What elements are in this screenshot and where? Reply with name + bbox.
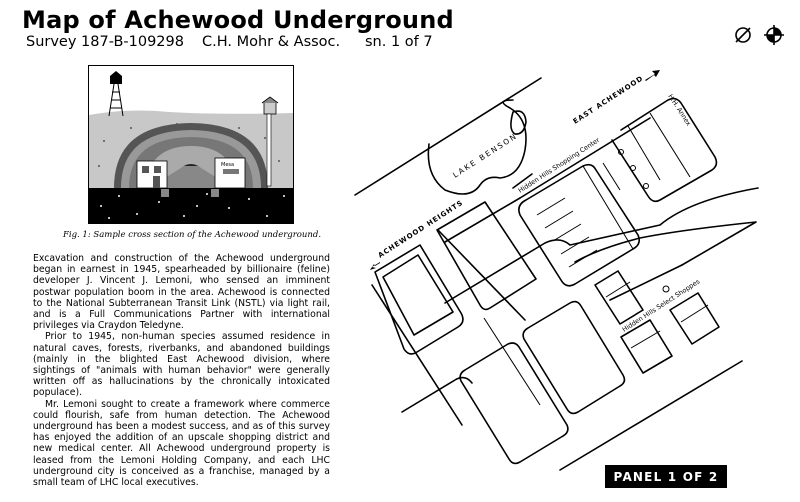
annex-label: H.H. Annex bbox=[666, 92, 693, 128]
figure-caption: Fig. 1: Sample cross section of the Achewood underground. bbox=[62, 230, 322, 240]
lake-benson-label: LAKE BENSON bbox=[451, 131, 520, 180]
shopping-center-label: Hidden Hills Shopping Center bbox=[516, 136, 602, 195]
east-achewood-label: EAST ACHEWOOD bbox=[571, 74, 645, 126]
underground-map bbox=[340, 40, 800, 480]
cross-section-figure bbox=[88, 65, 294, 224]
select-shoppes-label: Hidden Hills Select Shoppes bbox=[620, 277, 702, 334]
west-arrow-icon bbox=[370, 262, 380, 270]
east-arrow-icon bbox=[645, 70, 660, 81]
cross-section-illustration bbox=[89, 66, 293, 223]
sheet-number: sn. 1 of 7 bbox=[365, 34, 433, 50]
shop-sign: Mesa bbox=[221, 162, 235, 168]
page-title: Map of Achewood Underground bbox=[22, 6, 454, 34]
lake-benson-shore bbox=[428, 100, 526, 194]
firm-name: C.H. Mohr & Assoc. bbox=[202, 34, 341, 50]
survey-number: Survey 187-B-109298 bbox=[26, 34, 184, 50]
description-text bbox=[33, 253, 330, 488]
paragraph-2: Prior to 1945, non-human species assumed residence in natural caves, forests, riverbanks, and abandoned buildings (mainly in the blighted East Achewood division, where sightings of "animals with human behavior" were generally written off as hallucinations by the chronically intoxicated populace). bbox=[33, 331, 330, 399]
paragraph-1: Excavation and construction of the Achewood underground began in earnest in 1945, spearheaded by billionaire (feline) developer J. Vincent J. Lemoni, who sensed an imminent postwar population boom in the area. Achewood is connected to the National Subterranean Transit Link (NSTL) via light rail, and is a Full Communications Partner with international privileges via Craydon Teledyne. bbox=[33, 253, 330, 332]
panel-indicator: PANEL 1 OF 2 bbox=[605, 465, 727, 488]
achewood-heights-label: ACHEWOOD HEIGHTS bbox=[376, 198, 465, 260]
paragraph-3: Mr. Lemoni sought to create a framework where commerce could flourish, safe from human detection. The Achewood underground has been a modest success, and as of this survey has enjoyed the addition of an upscale shopping district and new medical center. All Achewood underground property is leased from the Lemoni Holding Company, and each LHC underground city is conceived as a franchise, managed by a small team of LHC local executives. bbox=[33, 398, 330, 489]
